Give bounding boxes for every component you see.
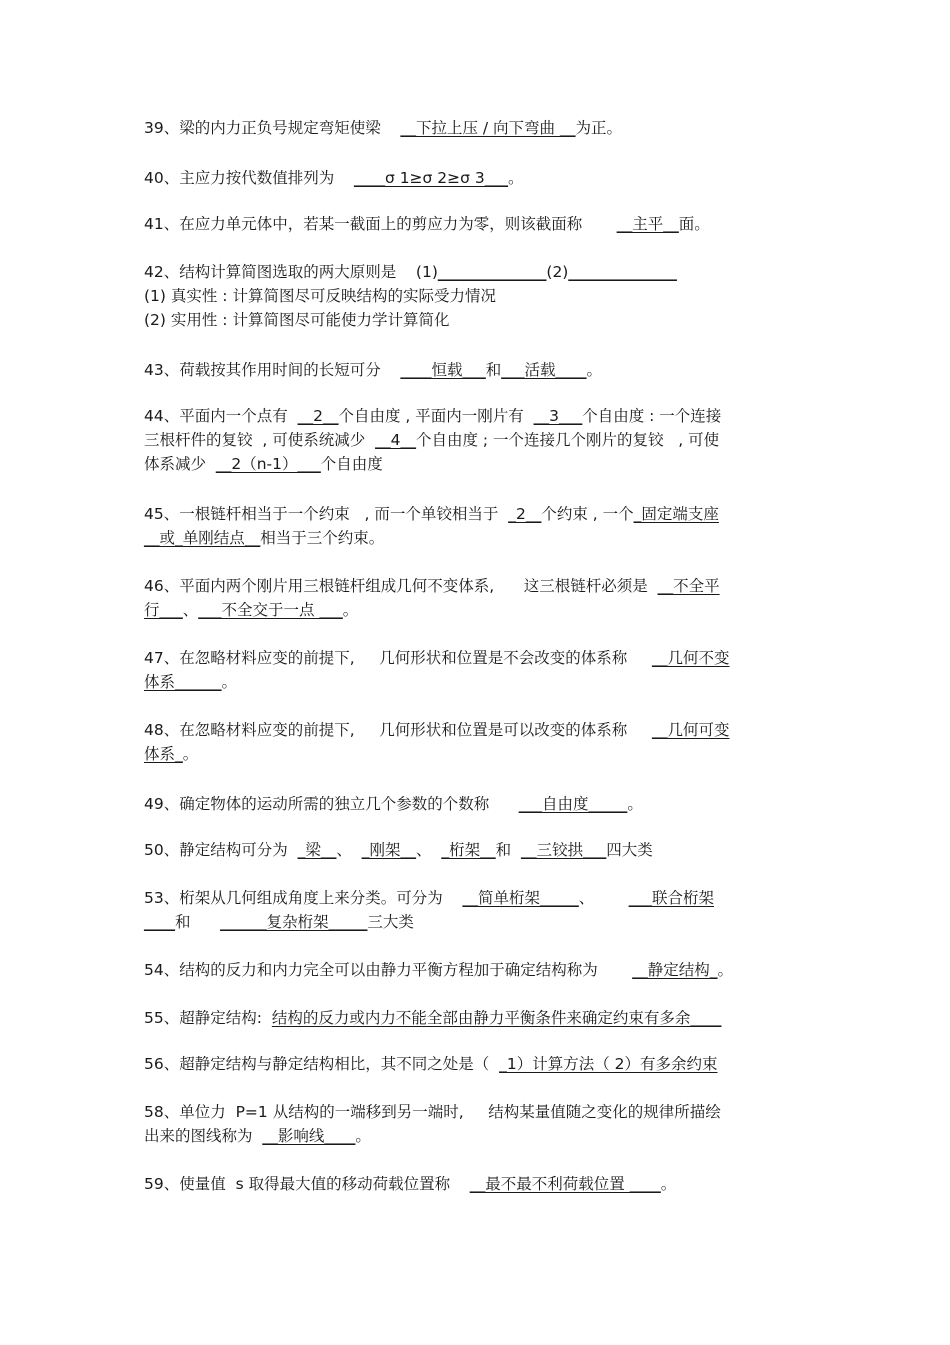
question-text: 43、荷载按其作用时间的长短可分	[144, 361, 401, 379]
question-text: 54、结构的反力和内力完全可以由静力平衡方程加于确定结构称为	[144, 961, 633, 979]
answer-blank: __最不最不利荷载位置 ____	[469, 1175, 661, 1193]
question-line	[144, 792, 809, 816]
question-q39	[144, 116, 809, 140]
question-line	[144, 404, 809, 428]
answer-blank: ____σ 1≥σ 2≥σ 3___	[353, 169, 508, 187]
question-text: 41、在应力单元体中，若某一截面上的剪应力为零，则该截面称	[144, 215, 617, 233]
question-text: (2)	[546, 263, 569, 281]
question-q41	[144, 212, 809, 236]
question-line	[144, 452, 809, 476]
question-line	[144, 1052, 809, 1076]
question-q59	[144, 1172, 809, 1196]
question-line	[144, 116, 809, 140]
answer-blank: __三铰拱___	[520, 841, 607, 859]
question-q47	[144, 646, 809, 694]
answer-blank: 体系______	[144, 673, 222, 691]
question-text: 、	[415, 841, 442, 859]
question-text: 58、单位力 P=1 从结构的一端移到另一端时, 结构某量值随之变化的规律所描绘	[144, 1103, 721, 1121]
question-line	[144, 526, 809, 550]
question-text: 三大类	[367, 913, 414, 931]
question-text: 。	[660, 1175, 677, 1193]
question-q48	[144, 718, 809, 766]
question-q46	[144, 574, 809, 622]
question-text: 为正。	[575, 119, 622, 137]
answer-blank: __主平__	[616, 215, 679, 233]
question-text: 。	[221, 673, 238, 691]
question-line	[144, 358, 809, 382]
question-text: 39、梁的内力正负号规定弯矩使梁	[144, 119, 401, 137]
question-q54	[144, 958, 809, 982]
question-text: 个自由度 ; 一个连接几个刚片的复铰 , 可使	[415, 431, 720, 449]
answer-blank: __静定结构_	[632, 961, 718, 979]
question-text: 。	[342, 601, 359, 619]
question-line	[144, 1124, 809, 1148]
answer-blank: ___自由度_____	[518, 795, 628, 813]
question-line	[144, 886, 809, 910]
question-line	[144, 1172, 809, 1196]
answer-blank: __4__	[375, 431, 416, 449]
answer-blank: __简单桁架_____	[462, 889, 579, 907]
question-line	[144, 958, 809, 982]
answer-blank: _固定端支座	[633, 505, 719, 523]
question-text: 48、在忽略材料应变的前提下, 几何形状和位置是可以改变的体系称	[144, 721, 652, 739]
question-line	[144, 308, 809, 332]
question-text: 个自由度 , 平面内一刚片有	[338, 407, 534, 425]
question-line	[144, 574, 809, 598]
question-text: 个约束 , 一个	[541, 505, 634, 523]
question-text: 46、平面内两个刚片用三根链杆组成几何不变体系, 这三根链杆必须是	[144, 577, 658, 595]
question-q50	[144, 838, 809, 862]
question-q55	[144, 1006, 809, 1030]
question-line	[144, 598, 809, 622]
question-line	[144, 910, 809, 934]
answer-blank: __2（n-1）___	[215, 455, 321, 473]
question-q53	[144, 886, 809, 934]
answer-blank: _单刚结点__	[175, 529, 261, 547]
question-text: 50、静定结构可分为	[144, 841, 298, 859]
question-text: 42、结构计算简图选取的两大原则是 (1)	[144, 263, 438, 281]
question-line	[144, 212, 809, 236]
answer-blank: _桁架__	[441, 841, 496, 859]
answer-blank: 体系_	[144, 745, 183, 763]
question-text: 56、超静定结构与静定结构相比，其不同之处是（	[144, 1055, 500, 1073]
answer-blank: _梁__	[297, 841, 337, 859]
question-text: 、	[182, 601, 199, 619]
question-text: 出来的图线称为	[144, 1127, 263, 1145]
question-text: 。	[627, 795, 643, 813]
answer-blank: 结构的反力或内力不能全部由静力平衡条件来确定约束有多余____	[271, 1009, 722, 1027]
question-line	[144, 428, 809, 452]
answer-blank: ____	[144, 913, 175, 931]
question-q58	[144, 1100, 809, 1148]
question-text: 。	[355, 1127, 371, 1145]
question-line	[144, 646, 809, 670]
question-line	[144, 670, 809, 694]
question-q43	[144, 358, 809, 382]
question-line	[144, 166, 809, 190]
answer-blank: ______________	[568, 263, 677, 281]
answer-blank: _1）计算方法（ 2）有多余约束	[499, 1055, 718, 1073]
question-text: (1) 真实性 : 计算简图尽可反映结构的实际受力情况	[144, 287, 496, 305]
answer-blank: _2__	[508, 505, 542, 523]
question-q56	[144, 1052, 809, 1076]
question-text: 。	[182, 745, 199, 763]
question-text: 。	[717, 961, 733, 979]
question-text: 和	[175, 913, 221, 931]
answer-blank: ______________	[437, 263, 547, 281]
question-text: 和	[495, 841, 521, 859]
answer-blank: __下拉上压 / 向下弯曲 __	[400, 119, 576, 137]
answer-blank: __不全平	[657, 577, 720, 595]
question-text: 47、在忽略材料应变的前提下, 几何形状和位置是不会改变的体系称	[144, 649, 652, 667]
question-q42	[144, 260, 809, 332]
question-text: 、	[336, 841, 362, 859]
question-text: 59、使量值 s 取得最大值的移动荷载位置称	[144, 1175, 470, 1193]
answer-blank: __影响线____	[262, 1127, 356, 1145]
question-text: (2) 实用性 : 计算简图尽可能使力学计算简化	[144, 311, 450, 329]
question-text: 49、确定物体的运动所需的独立几个参数的个数称	[144, 795, 519, 813]
question-line	[144, 502, 809, 526]
question-q49	[144, 792, 809, 816]
question-text: 体系减少	[144, 455, 216, 473]
answer-blank: ___联合桁架	[628, 889, 714, 907]
question-q45	[144, 502, 809, 550]
answer-blank: __几何不变	[651, 649, 730, 667]
question-line	[144, 838, 809, 862]
answer-blank: ___活载____	[501, 361, 587, 379]
answer-blank: __3___	[533, 407, 583, 425]
answer-blank: __2__	[297, 407, 339, 425]
question-text: 和	[485, 361, 502, 379]
answer-blank: ______复杂桁架_____	[220, 913, 368, 931]
question-q44	[144, 404, 809, 476]
question-line	[144, 718, 809, 742]
question-text: 40、主应力按代数值排列为	[144, 169, 354, 187]
question-text: 45、一根链杆相当于一个约束 , 而一个单铰相当于	[144, 505, 509, 523]
question-line	[144, 742, 809, 766]
answer-blank: ____恒载___	[400, 361, 486, 379]
answer-blank: __或	[144, 529, 176, 547]
question-text: 四大类	[606, 841, 653, 859]
question-text: 个自由度 : 一个连接	[582, 407, 722, 425]
question-line	[144, 1006, 809, 1030]
question-text: 三根杆件的复铰 , 可使系统减少	[144, 431, 376, 449]
question-q40	[144, 166, 809, 190]
question-line	[144, 1100, 809, 1124]
question-line	[144, 260, 809, 284]
answer-blank: 行___	[144, 601, 183, 619]
answer-blank: _刚架__	[361, 841, 416, 859]
answer-blank: ___不全交于一点 ___	[198, 601, 343, 619]
question-text: 个自由度	[320, 455, 383, 473]
question-line	[144, 284, 809, 308]
answer-blank: __几何可变	[651, 721, 730, 739]
question-text: 、	[578, 889, 629, 907]
question-text: 53、桁架从几何组成角度上来分类。可分为	[144, 889, 463, 907]
question-text: 。	[586, 361, 602, 379]
question-text: 。	[508, 169, 524, 187]
question-text: 相当于三个约束。	[260, 529, 385, 547]
question-text: 55、超静定结构:	[144, 1009, 272, 1027]
question-text: 44、平面内一个点有	[144, 407, 298, 425]
question-text: 面。	[678, 215, 710, 233]
